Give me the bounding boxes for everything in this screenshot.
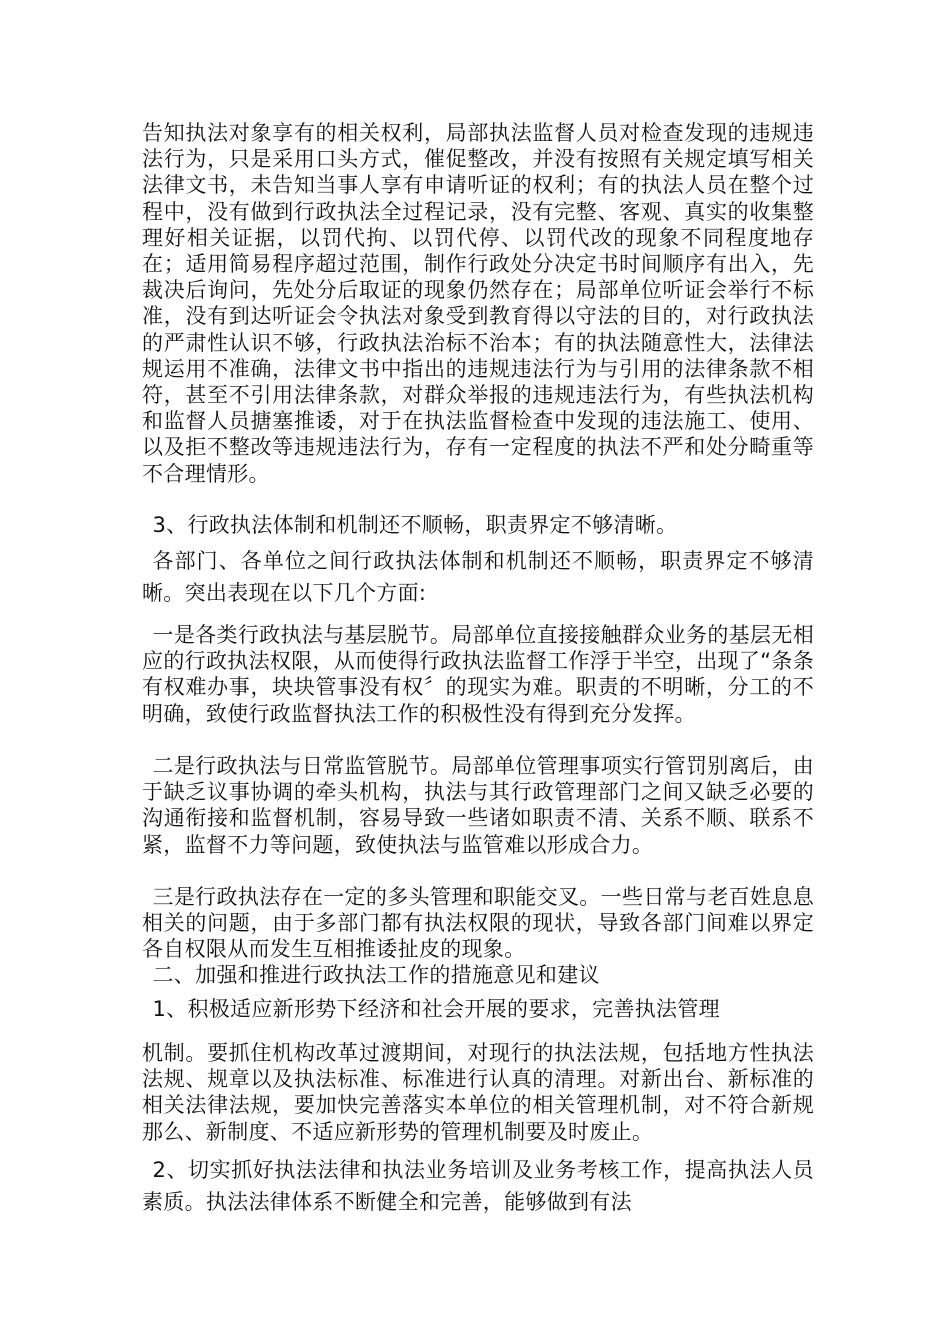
heading-system-mechanism: 3、行政执法体制和机制还不顺畅，职责界定不够清晰。 (152, 513, 678, 537)
paragraph-point-three: 三是行政执法存在一定的多头管理和职能交叉。一些日常与老百姓息息相关的问题，由于多部门都有执法权限的现状，导致各部门间难以界定各自权限从而发生互相推诿扯皮的现象。 (142, 885, 814, 962)
heading-measures: 二、加强和推进行政执法工作的措施意见和建议 (152, 963, 600, 987)
paragraph-enforcement-issues: 告知执法对象享有的相关权利，局部执法监督人员对检查发现的违规违法行为，只是采用口头方式，催促整改，并没有按照有关规定填写相关法律文书，未告知当事人享有申请听证的权利；有的执法人员在整个过程中，没有做到行政执法全过程记录，没有完整、客观、真实的收集整理好相关证据，以罚代拘、以罚代停、以罚代改的现象不同程度地存在；适用简易程序超过范围，制作行政处分决定书时间顺序有出入，先裁决后询问，先处分后取证的现象仍然存在；局部单位听证会举行不标准，没有到达听证会令执法对象受到教育得以守法的目的，对行政执法的严肃性认识不够，行政执法治标不治本；有的执法随意性大，法律法规运用不准确，法律文书中指出的违规违法行为与引用的法律条款不相符，甚至不引用法律条款，对群众举报的违规违法行为，有些执法机构和监督人员搪塞推诿，对于在执法监督检查中发现的违法施工、使用、以及拒不整改等违规违法行为，存有一定程度的执法不严和处分畸重等不合理情形。 (142, 121, 814, 486)
paragraph-system-intro: 各部门、各单位之间行政执法体制和机制还不顺畅，职责界定不够清晰。突出表现在以下几个方面: (142, 549, 814, 605)
paragraph-measure-two: 2、切实抓好执法法律和执法业务培训及业务考核工作，提高执法人员素质。执法法律体系不断健全和完善，能够做到有法 (142, 1158, 814, 1214)
heading-measure-one: 1、积极适应新形势下经济和社会开展的要求，完善执法管理 (152, 997, 720, 1021)
paragraph-measure-one: 机制。要抓住机构改革过渡期间，对现行的执法法规，包括地方性执法法规、规章以及执法标准、标准进行认真的清理。对新出台、新标准的相关法律法规，要加快完善落实本单位的相关管理机制，对不符合新规那么、新制度、不适应新形势的管理机制要及时废止。 (142, 1041, 814, 1144)
paragraph-point-one: 一是各类行政执法与基层脱节。局部单位直接接触群众业务的基层无相应的行政执法权限，从而使得行政执法监督工作浮于半空，出现了“条条有权难办事，块块管事没有权〞的现实为难。职责的不明晰，分工的不明确，致使行政监督执法工作的积极性没有得到充分发挥。 (142, 623, 814, 726)
paragraph-point-two: 二是行政执法与日常监管脱节。局部单位管理事项实行管罚别离后，由于缺乏议事协调的牵头机构，执法与其行政管理部门之间又缺乏必要的沟通衔接和监督机制，容易导致一些诸如职责不清、关系不顺、联系不紧，监督不力等问题，致使执法与监管难以形成合力。 (142, 754, 814, 857)
